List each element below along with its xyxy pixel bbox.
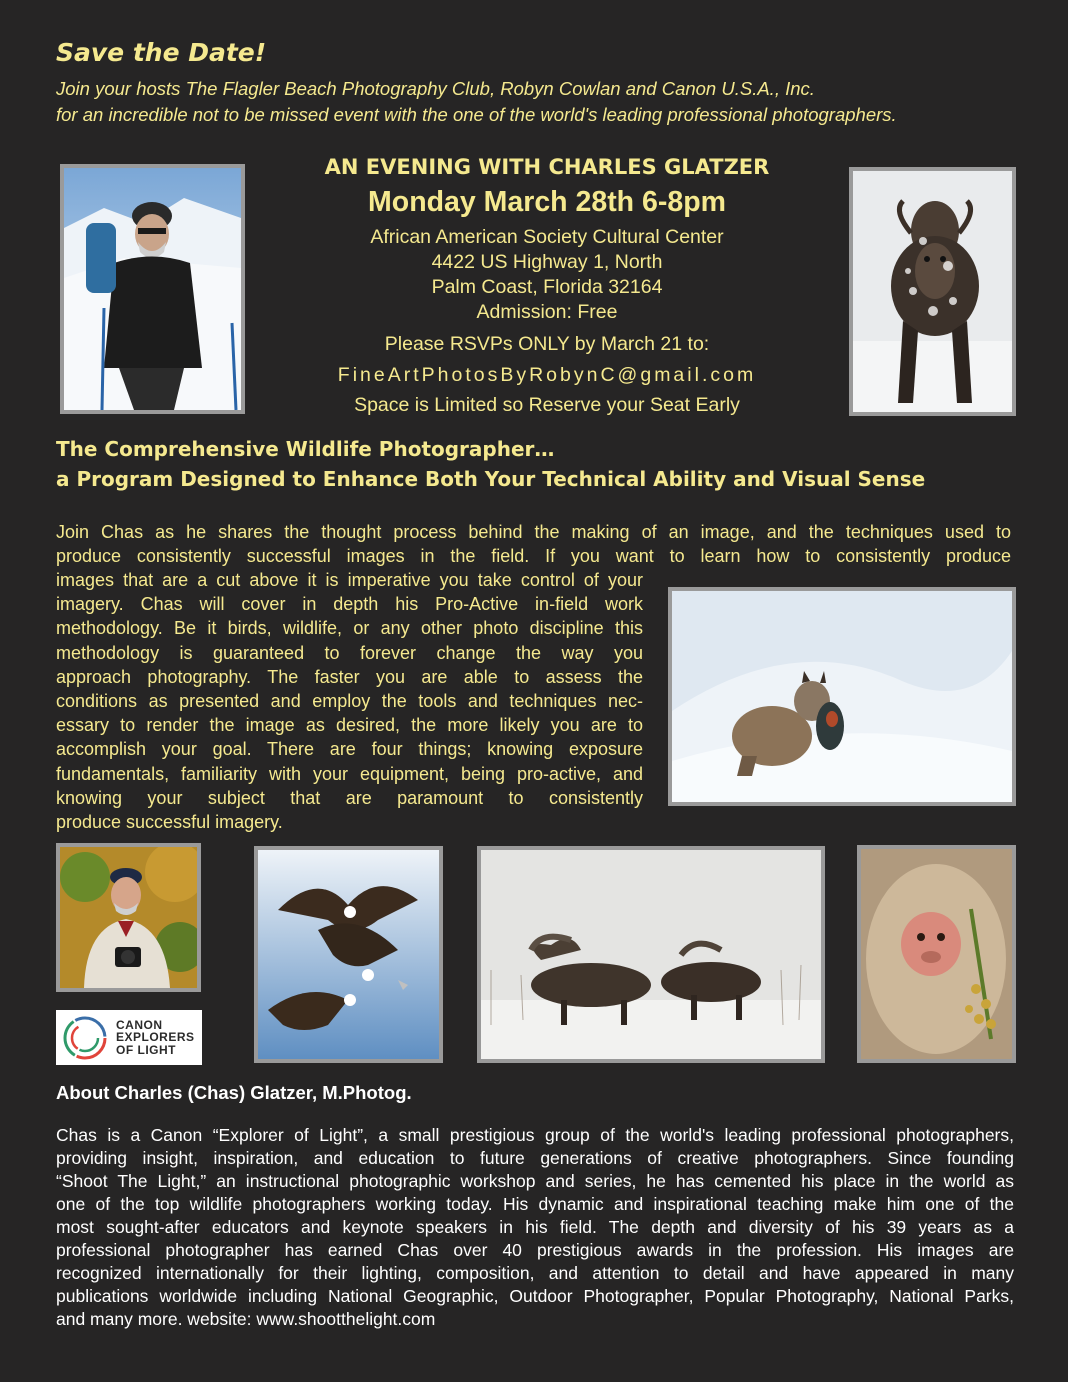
- program-title-line-1: The Comprehensive Wildlife Photographer…: [56, 437, 555, 461]
- canon-explorers-of-light-logo: [56, 1010, 202, 1065]
- photo-lynx-in-snow: [668, 587, 1016, 806]
- about-line: one of the top wildlife photographers working today. His dynamic and inspirational teaching make him one of the: [56, 1194, 1014, 1214]
- save-the-date-title: Save the Date!: [56, 38, 267, 67]
- event-admission: Admission: Free: [476, 301, 618, 323]
- photo-bison-in-snow: [849, 167, 1016, 416]
- about-paragraph: [56, 1124, 1014, 1331]
- program-body-narrow-line: methodology. Be it birds, wildlife, or any other photo discipline this: [56, 618, 643, 639]
- event-date: Monday March 28th 6-8pm: [368, 186, 726, 218]
- intro-line-2: for an incredible not to be missed event with the one of the world's leading professional photographers.: [56, 104, 897, 125]
- event-address-line-2: Palm Coast, Florida 32164: [431, 276, 663, 298]
- program-body-narrow-line: essary to render the image as desired, the more likely you are to: [56, 715, 643, 736]
- photo-bald-eagles: [254, 846, 443, 1063]
- program-body-line-2: produce consistently successful images in the field. If you want to learn how to consistently produce: [56, 546, 1011, 566]
- about-line: and many more. website: www.shootthelight.com: [56, 1309, 436, 1329]
- program-body-narrow-line: images that are a cut above it is imperative you take control of your: [56, 570, 643, 590]
- photo-charles-glatzer-portrait: [56, 843, 201, 992]
- event-note: Space is Limited so Reserve your Seat Early: [354, 394, 740, 416]
- about-title: About Charles (Chas) Glatzer, M.Photog.: [56, 1082, 412, 1103]
- photo-moose-in-snowstorm: [477, 846, 825, 1063]
- photo-snow-monkey: [857, 845, 1016, 1063]
- about-line: professional photographer has earned Chas over 40 prestigious awards in the profession. His images are: [56, 1240, 1014, 1260]
- about-line: providing insight, inspiration, and education to future generations of creative photographers. Since founding: [56, 1148, 1014, 1168]
- photo-photographer-hiking: [60, 164, 245, 414]
- about-line: publications worldwide including National Geographic, Outdoor Photographer, Popular Photography, National Parks,: [56, 1286, 1014, 1306]
- program-body-narrow-line: conditions as presented and employ the tools and techniques nec-: [56, 691, 643, 712]
- program-body-paragraph: [56, 568, 643, 834]
- about-line: most sought-after educators and keynote speakers in his field. The depth and diversity of his 39 years as a: [56, 1217, 1014, 1237]
- program-title-line-2: a Program Designed to Enhance Both Your Technical Ability and Visual Sense: [56, 467, 926, 491]
- canon-logo-line-3: OF LIGHT: [116, 1042, 176, 1057]
- about-line: Chas is a Canon “Explorer of Light”, a small prestigious group of the world's leading professional photographers,: [56, 1125, 1014, 1145]
- program-body-line-1: Join Chas as he shares the thought process behind the making of an image, and the techniques used to: [56, 522, 1011, 542]
- program-body-narrow-line: knowing your subject that are paramount to consistently: [56, 787, 643, 808]
- program-body-narrow-line: produce successful imagery.: [56, 812, 283, 833]
- program-body-narrow-line: fundamentals, familiarity with your equipment, being pro-active, and: [56, 763, 643, 784]
- event-heading: AN EVENING WITH CHARLES GLATZER: [324, 155, 770, 179]
- program-body-narrow-line: accomplish your goal. There are four things; knowing exposure: [56, 739, 643, 760]
- canon-logo-text: [116, 1019, 195, 1057]
- event-address-line-1: 4422 US Highway 1, North: [431, 251, 663, 273]
- program-body-narrow-line: imagery. Chas will cover in depth his Pro-Active in-field work: [56, 594, 643, 615]
- canon-logo-line-2: EXPLORERS: [116, 1030, 195, 1045]
- canon-logo-rings-icon: [62, 1015, 108, 1061]
- about-line: recognized internationally for their lighting, composition, and attention to detail and have appeared in many: [56, 1263, 1014, 1283]
- event-venue: African American Society Cultural Center: [370, 226, 724, 248]
- rsvp-email-link[interactable]: FineArtPhotosByRobynC@gmail.com: [337, 364, 757, 386]
- canon-logo-line-1: CANON: [116, 1017, 163, 1032]
- about-line: “Shoot The Light,” an instructional photographic workshop and series, he has cemented his place in the world as: [56, 1171, 1014, 1191]
- program-body-narrow-line: methodology is guaranteed to forever change the way you: [56, 642, 643, 663]
- event-rsvp: Please RSVPs ONLY by March 21 to:: [384, 333, 710, 355]
- program-body-narrow-line: approach photography. The faster you are able to assess the: [56, 666, 643, 687]
- intro-line-1: Join your hosts The Flagler Beach Photography Club, Robyn Cowlan and Canon U.S.A., Inc.: [56, 78, 815, 99]
